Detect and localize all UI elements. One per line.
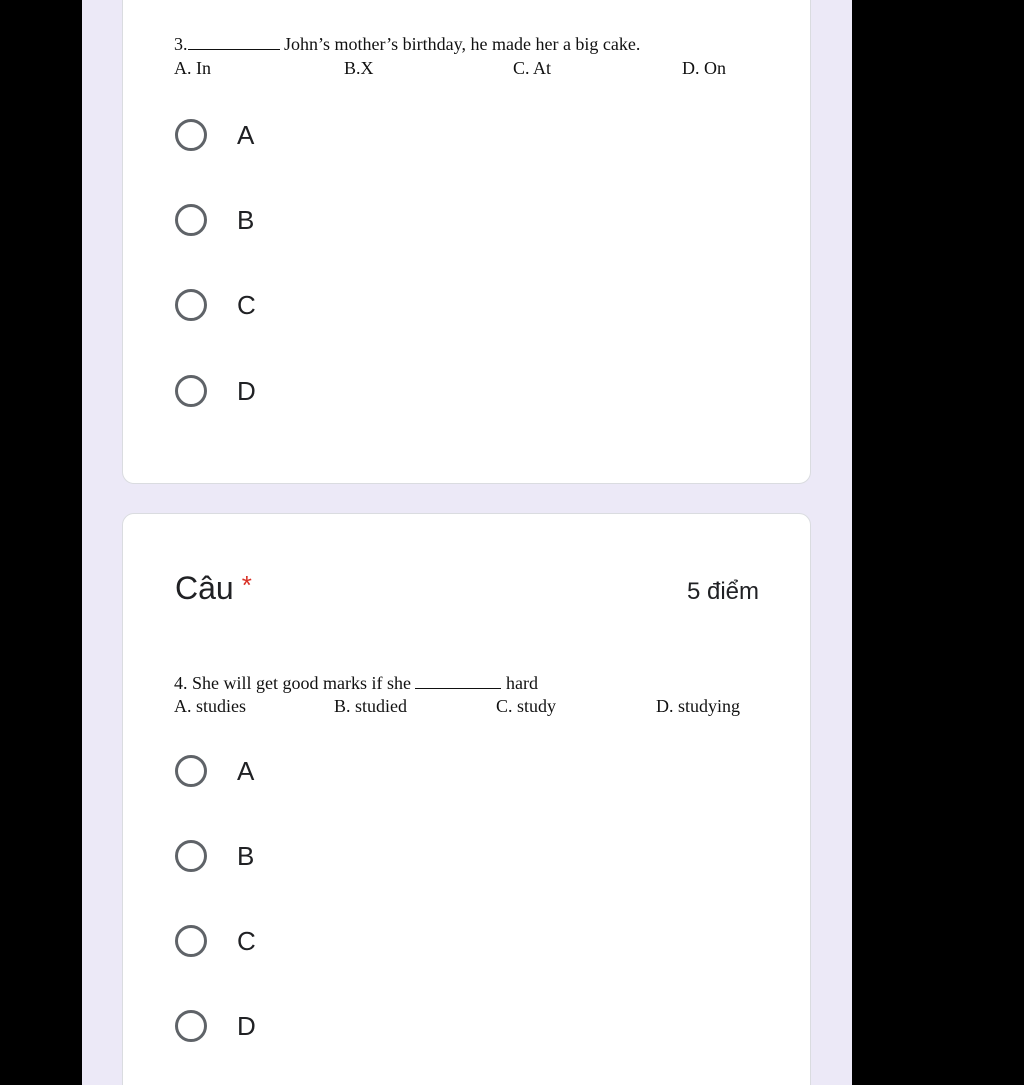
radio-icon[interactable] — [175, 289, 207, 321]
option-label: C — [237, 925, 256, 956]
question-3-option-b[interactable] — [175, 198, 254, 242]
question-4-option-b[interactable] — [175, 834, 254, 878]
radio-icon[interactable] — [175, 755, 207, 787]
question-4-text-after: hard — [505, 673, 538, 693]
question-4-option-d[interactable] — [175, 1004, 256, 1048]
question-4-choice-c: C. study — [496, 696, 557, 716]
form-viewport — [82, 0, 852, 1085]
question-4-choice-a: A. studies — [174, 696, 246, 716]
question-card-4 — [122, 513, 811, 1085]
question-title — [175, 570, 252, 607]
question-3-number: 3. — [174, 34, 188, 54]
question-4-choice-b: B. studied — [334, 696, 408, 716]
radio-icon[interactable] — [175, 1010, 207, 1042]
question-points: 5 điểm — [686, 578, 759, 605]
question-3-blank — [188, 49, 280, 50]
question-3-choice-c: C. At — [513, 58, 552, 78]
question-3-option-d[interactable] — [175, 369, 256, 413]
question-4-option-c[interactable] — [175, 919, 256, 963]
question-3-text-line — [174, 34, 640, 55]
question-3-option-a[interactable] — [175, 113, 254, 157]
radio-icon[interactable] — [175, 925, 207, 957]
question-title-text: Câu — [175, 570, 234, 606]
question-card-3 — [122, 0, 811, 484]
option-label: B — [237, 840, 255, 871]
option-label: D — [237, 375, 256, 406]
question-4-text-line — [174, 673, 538, 694]
radio-icon[interactable] — [175, 375, 207, 407]
radio-icon[interactable] — [175, 840, 207, 872]
question-3-text: John’s mother’s birthday, he made her a big cake. — [284, 34, 641, 54]
option-label: A — [237, 119, 255, 150]
option-label: D — [237, 1010, 256, 1041]
radio-icon[interactable] — [175, 204, 207, 236]
question-3-choice-a: A. In — [174, 58, 211, 78]
question-3-choice-b: B.X — [344, 58, 374, 78]
option-label: B — [237, 204, 255, 235]
question-4-blank — [415, 688, 501, 689]
question-4-option-a[interactable] — [175, 749, 254, 793]
required-asterisk: * — [241, 570, 252, 600]
question-4-choice-d: D. studying — [656, 696, 741, 716]
option-label: C — [237, 289, 256, 320]
radio-icon[interactable] — [175, 119, 207, 151]
question-3-choice-d: D. On — [682, 58, 726, 78]
question-3-option-c[interactable] — [175, 283, 256, 327]
question-4-text-before: 4. She will get good marks if she — [174, 673, 411, 693]
option-label: A — [237, 755, 255, 786]
